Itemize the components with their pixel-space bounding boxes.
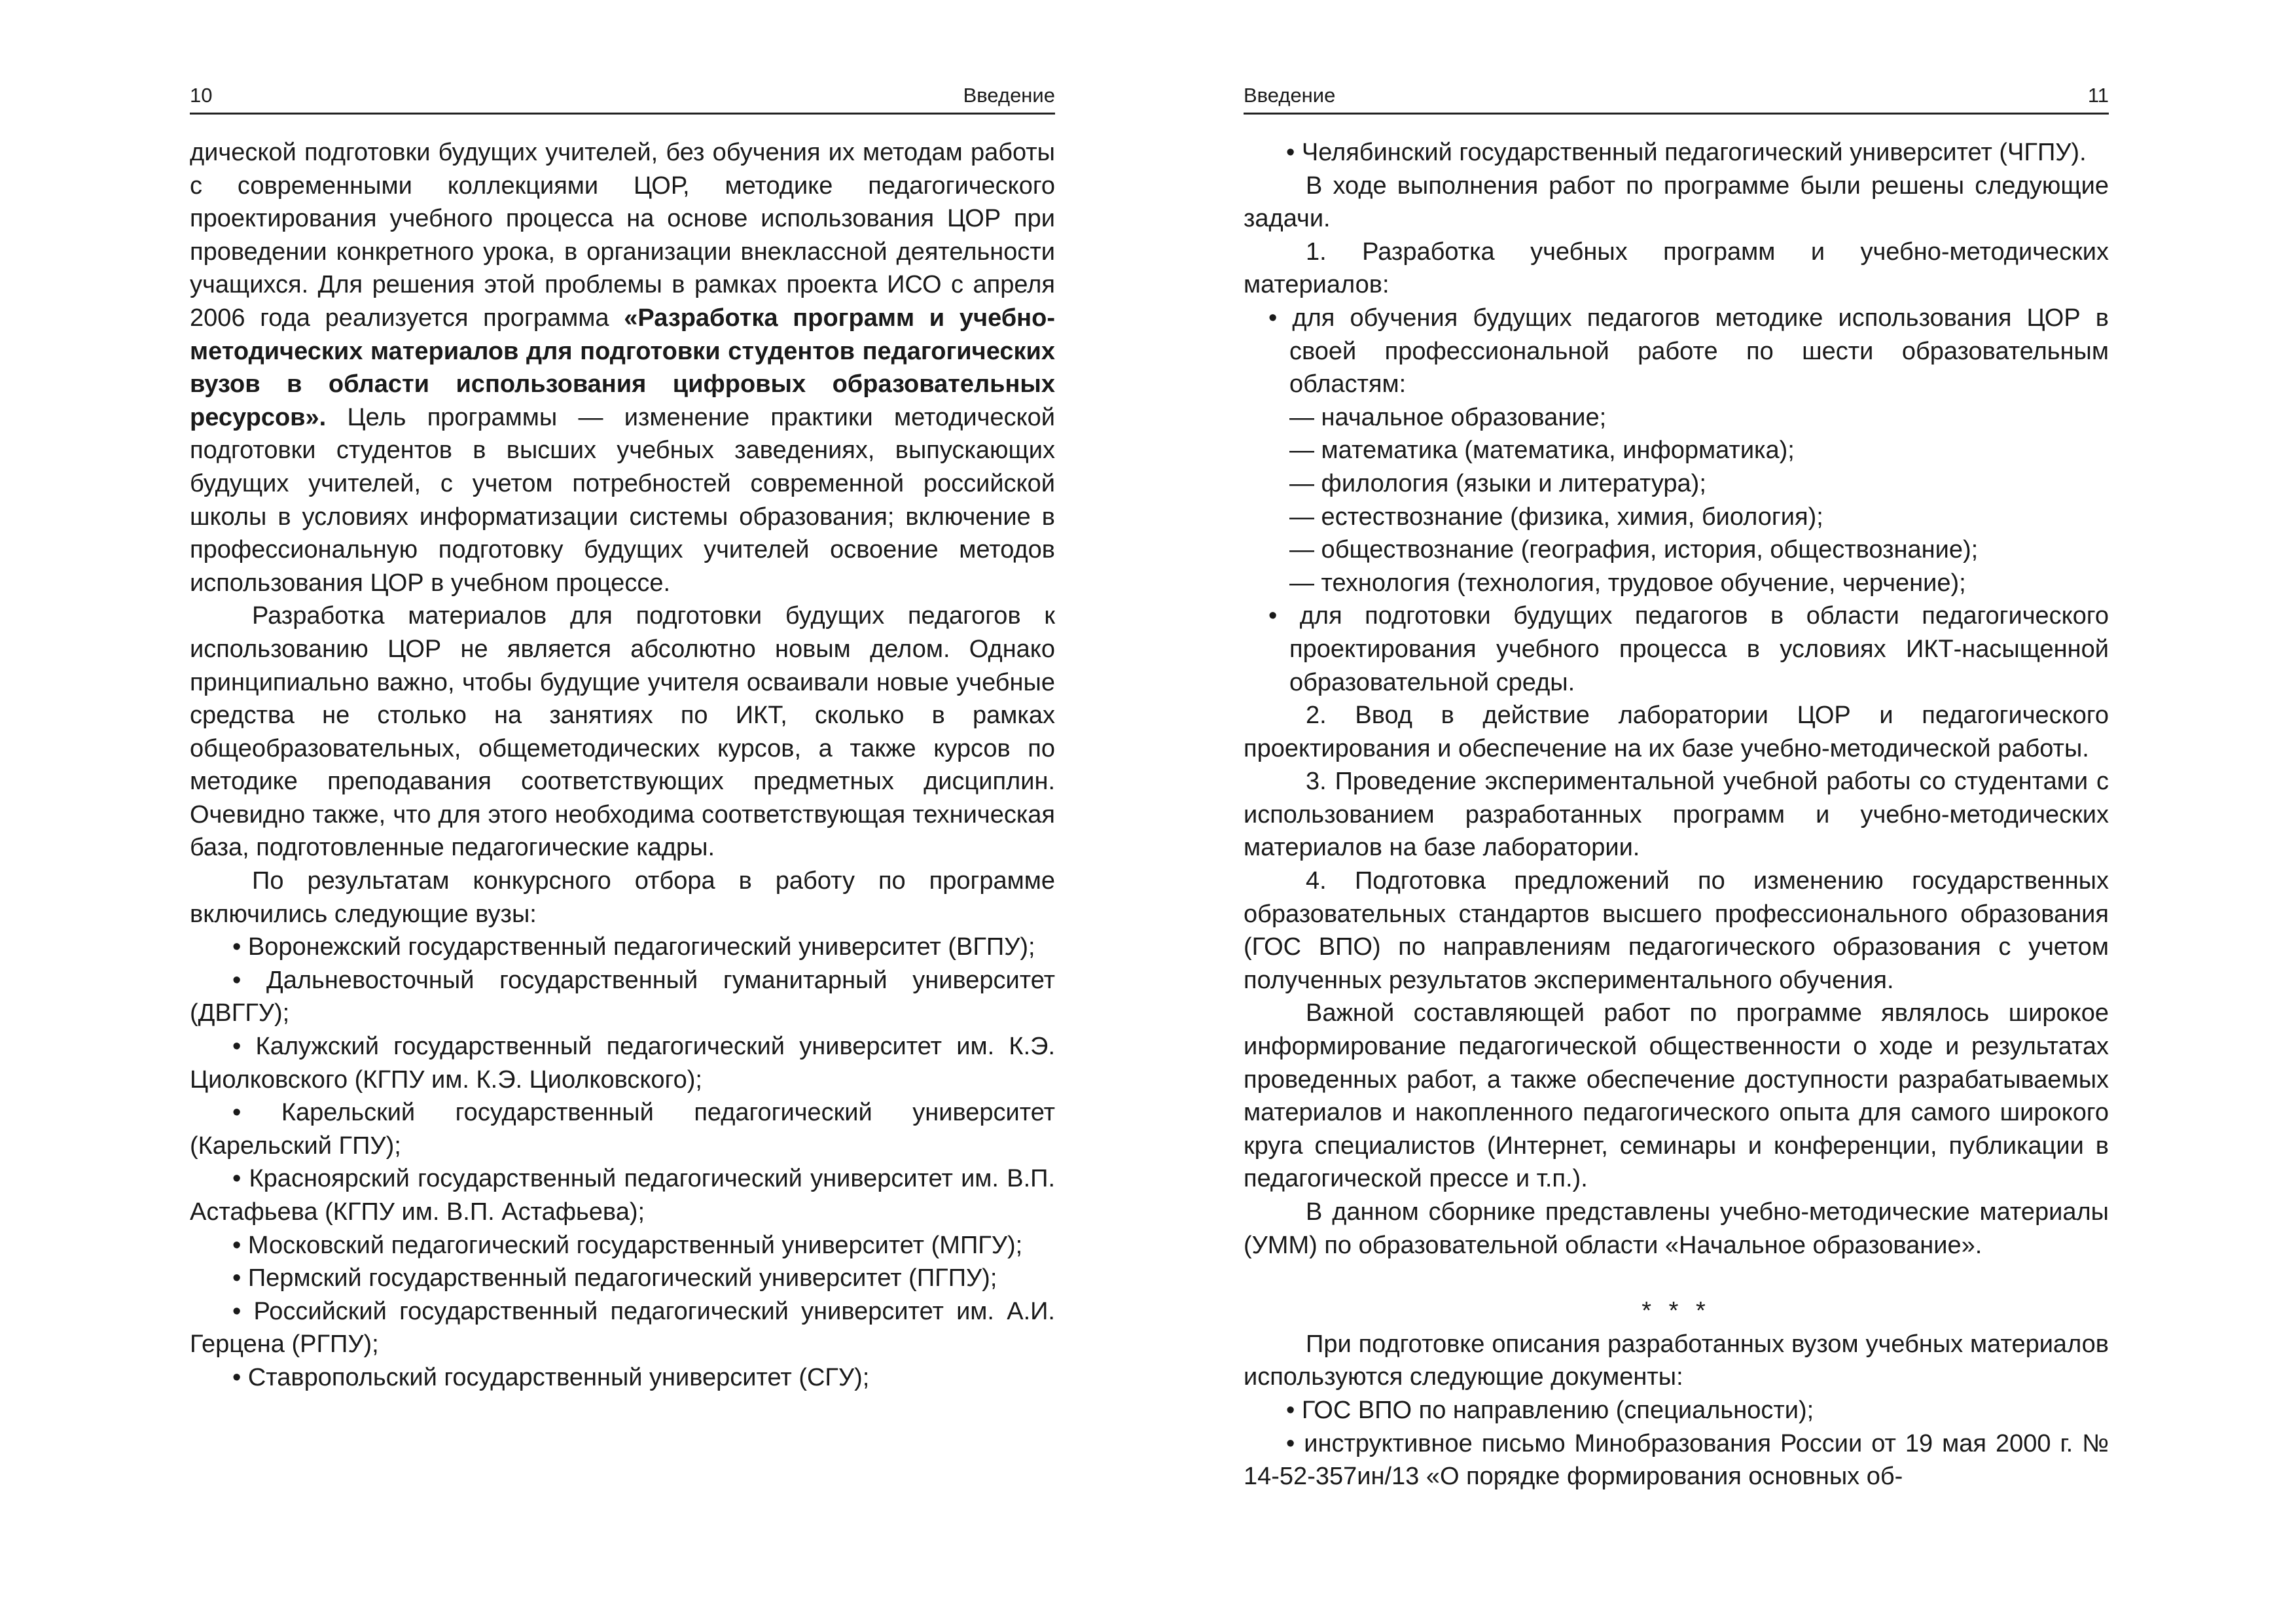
- task-3: 3. Проведение экспериментальной учебной работы со студентами с использованием разработанных программ и учебно-методических материалов на базе лаборатории.: [1244, 768, 2109, 862]
- program-title: «Разработка программ и учебно-методических материалов для подготовки студентов педагогических вузов в области использования цифровых образовательных ресурсов».: [190, 304, 1055, 431]
- list-item: • Дальневосточный государственный гуманитарный университет (ДВГГУ);: [190, 966, 1055, 1027]
- running-head: Введение: [1244, 84, 1336, 107]
- task-1-bullet: • для обучения будущих педагогов методике использования ЦОР в своей профессиональной работе по шести образовательным областям:: [1268, 304, 2109, 399]
- area-item: — технология (технология, трудовое обучение, черчение);: [1289, 569, 1966, 597]
- paragraph-tasks-intro: В ходе выполнения работ по программе были решены следующие задачи.: [1244, 171, 2109, 233]
- page-body: [190, 136, 1055, 1395]
- page-header: [190, 73, 1055, 115]
- paragraph-text: дической подготовки будущих учителей, без обучения их методам работы с современными коллекциями ЦОР, методике педагогического проектирования учебного процесса на основе использования ЦОР при проведении конкретного урока, в организации внеклассной деятельности учащихся. Для решения этой проблемы в рамках проекта ИСО с апреля 2006 года реализуется программа: [190, 139, 1055, 332]
- page-header: [1244, 73, 2109, 115]
- paragraph-documents: При подготовке описания разработанных вузом учебных материалов используются следующие документы:: [1244, 1330, 2109, 1391]
- area-item: — естествознание (физика, химия, биология);: [1289, 503, 1823, 531]
- paragraph-important: Важной составляющей работ по программе являлось широкое информирование педагогической общественности о ходе и результатах проведенных работ, а также обеспечение доступности разрабатываемых материалов и накопленного педагогического опыта для самого широкого круга специалистов (Интернет, семинары и конференции, публикации в педагогической прессе и т.п.).: [1244, 999, 2109, 1193]
- area-item: — математика (математика, информатика);: [1289, 437, 1795, 465]
- list-item: • Карельский государственный педагогический университет (Карельский ГПУ);: [190, 1099, 1055, 1160]
- list-item: • Ставропольский государственный университет (СГУ);: [232, 1363, 870, 1391]
- list-item: • Пермский государственный педагогический университет (ПГПУ);: [232, 1264, 997, 1293]
- list-item: • Воронежский государственный педагогический университет (ВГПУ);: [232, 933, 1035, 961]
- task-1-bullet: • для подготовки будущих педагогов в области педагогического проектирования учебного процесса в условиях ИКТ-насыщенной образовательной среды.: [1268, 602, 2109, 696]
- paragraph-text: Цель программы — изменение практики методической подготовки студентов в высших учебных заведениях, выпускающих будущих учителей, с учетом потребностей современной российской школы в условиях информатизации системы образования; включение в профессиональную подготовку будущих учителей освоение методов использования ЦОР в учебном процессе.: [190, 403, 1055, 597]
- task-4: 4. Подготовка предложений по изменению государственных образовательных стандартов высшего профессионального образования (ГОС ВПО) по направлениям педагогического образования с учетом полученных результатов экспериментального обучения.: [1244, 867, 2109, 994]
- task-2: 2. Ввод в действие лаборатории ЦОР и педагогического проектирования и обеспечение на их базе учебно-методической работы.: [1244, 702, 2109, 762]
- paragraph-selection: По результатам конкурсного отбора в работу по программе включились следующие вузы:: [190, 867, 1055, 928]
- right-page: [1148, 0, 2296, 1623]
- area-item: — филология (языки и литература);: [1289, 469, 1706, 497]
- list-item: • ГОС ВПО по направлению (специальности);: [1286, 1396, 1814, 1424]
- list-item: • Московский педагогический государственный университет (МПГУ);: [232, 1231, 1023, 1259]
- list-item: • Калужский государственный педагогический университет им. К.Э. Циолковского (КГПУ им. К.Э. Циолковского);: [190, 1033, 1055, 1094]
- page-body: [1244, 136, 2109, 1493]
- area-item: — начальное образование;: [1289, 403, 1607, 431]
- paragraph-collection: В данном сборнике представлены учебно-методические материалы (УММ) по образовательной области «Начальное образование».: [1244, 1198, 2109, 1259]
- paragraph-program: [190, 136, 1055, 599]
- section-separator: * * *: [1641, 1297, 1711, 1325]
- paragraph-materials: Разработка материалов для подготовки будущих педагогов к использованию ЦОР не является абсолютно новым делом. Однако принципиально важно, чтобы будущие учителя осваивали новые учебные средства не столько на занятиях по ИКТ, сколько в рамках общеобразовательных, общеметодических курсов, а также курсов по методике преподавания соответствующих предметных дисциплин. Очевидно также, что для этого необходима соответствующая техническая база, подготовленные педагогические кадры.: [190, 602, 1055, 862]
- running-head: Введение: [963, 84, 1055, 107]
- list-item: • Красноярский государственный педагогический университет им. В.П. Астафьева (КГПУ им. В.П. Астафьева);: [190, 1165, 1055, 1226]
- task-1: 1. Разработка учебных программ и учебно-методических материалов:: [1244, 238, 2109, 299]
- area-item: — обществознание (география, история, обществознание);: [1289, 536, 1979, 564]
- page-number: 10: [190, 84, 213, 107]
- page-number: 11: [2087, 84, 2109, 107]
- list-item: • Челябинский государственный педагогический университет (ЧГПУ).: [1286, 139, 2087, 166]
- list-item: • инструктивное письмо Минобразования России от 19 мая 2000 г. № 14-52-357ин/13 «О порядке формирования основных об-: [1244, 1429, 2109, 1491]
- list-item: • Российский государственный педагогический университет им. А.И. Герцена (РГПУ);: [190, 1297, 1055, 1359]
